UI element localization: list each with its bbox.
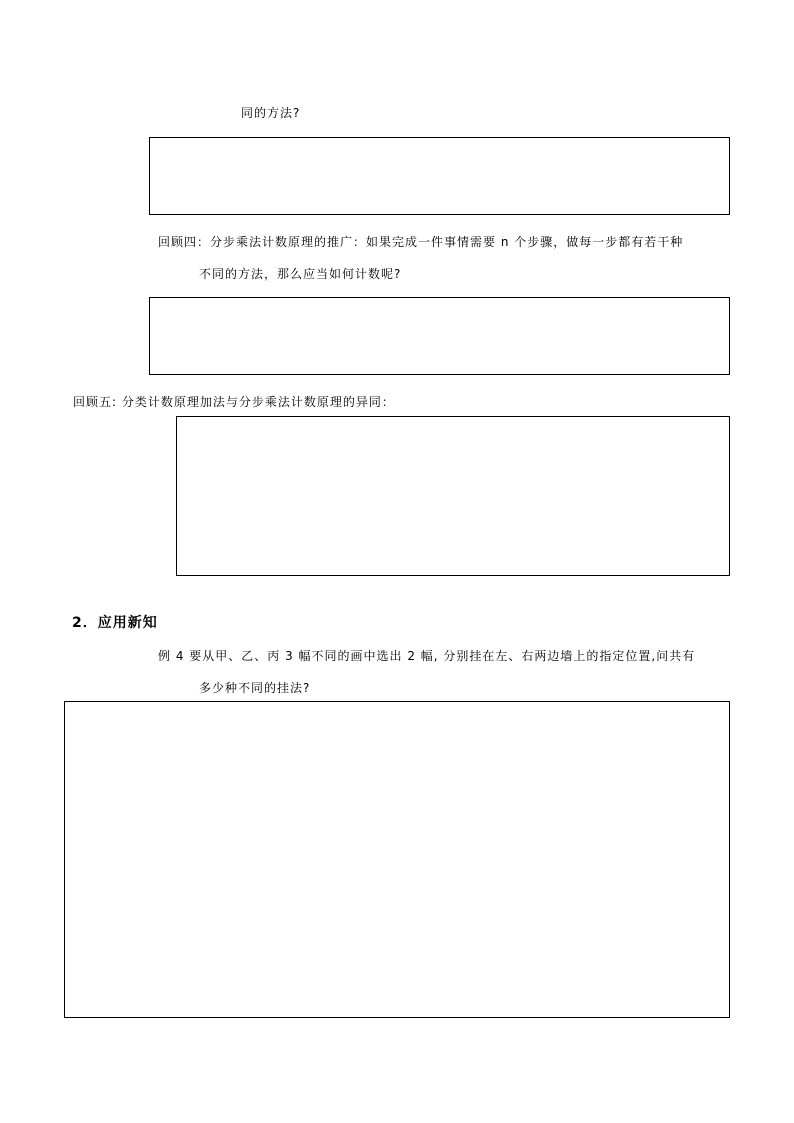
review4-answer-box[interactable] [149, 297, 730, 375]
review3-answer-box[interactable] [149, 137, 730, 215]
review4-text-line1: 回顾四：分步乘法计数原理的推广：如果完成一件事情需要 n 个步骤，做每一步都有若干种 [158, 235, 684, 249]
review5-answer-box[interactable] [176, 416, 730, 576]
example4-text-line1: 例 4 要从甲、乙、丙 3 幅不同的画中选出 2 幅, 分别挂在左、右两边墙上的指定位置,问共有 [158, 649, 696, 663]
example4-text-line2: 多少种不同的挂法? [199, 681, 311, 695]
review5-text: 回顾五: 分类计数原理加法与分步乘法计数原理的异同： [73, 395, 395, 409]
section2-heading: 2．应用新知 [72, 615, 158, 631]
example4-answer-box[interactable] [64, 701, 730, 1018]
review4-text-line2: 不同的方法，那么应当如何计数呢? [199, 267, 402, 281]
review3-continuation-text: 同的方法? [241, 106, 301, 120]
